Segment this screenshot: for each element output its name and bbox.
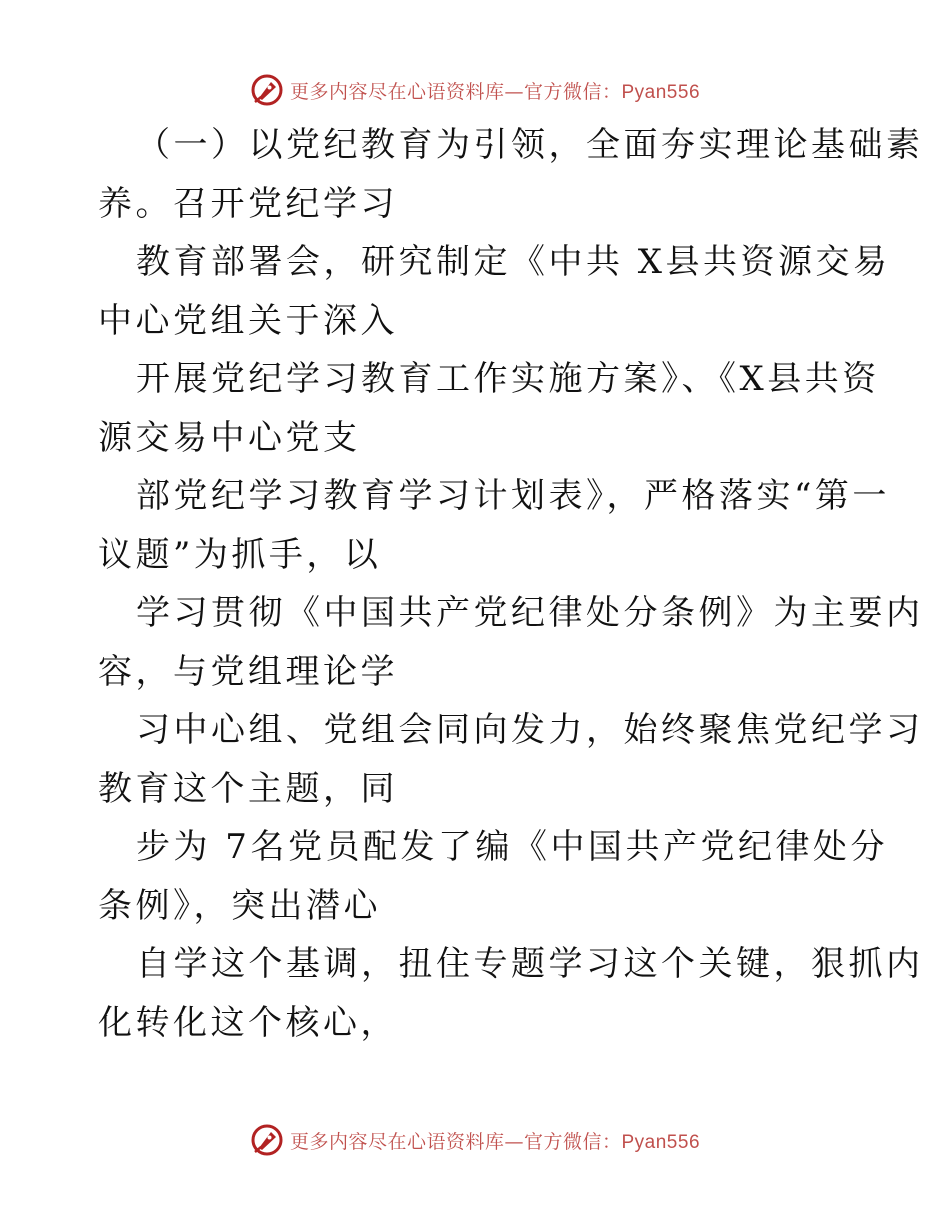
text-line: 容，与党组理论学 [98,651,398,692]
watermark-header [0,70,950,110]
text-line: 条例》，突出潜心 [98,885,381,926]
watermark-text: 更多内容尽在心语资料库—官方微信：Pyan556 [289,80,701,103]
text-line: 养。召开党纪学习 [98,183,398,224]
text-line: 学习贯彻《中国共产党纪律处分条例》为主要内 [136,593,924,633]
text-line: 自学这个基调，扭住专题学习这个关键，狠抓内 [136,944,924,984]
text-line: 部党纪学习教育学习计划表》，严格落实“第一 [136,476,890,516]
text-line: 习中心组、党组会同向发力，始终聚焦党纪学习 [136,710,924,750]
text-line: 源交易中心党支 [98,417,361,458]
wechat-id: Pyan556 [621,1131,701,1153]
watermark-footer [0,1120,950,1160]
pen-nib-circle-icon [250,1123,284,1157]
text-line: 教育部署会，研究制定《中共 X县共资源交易 [136,242,891,282]
text-line: 教育这个主题，同 [98,768,398,809]
document-body [98,116,924,1052]
text-line: 步为 7名党员配发了编《中国共产党纪律处分 [136,827,888,867]
wechat-id: Pyan556 [621,81,701,103]
text-line: 开展党纪学习教育工作实施方案》、《X县共资 [136,359,880,399]
watermark-text: 更多内容尽在心语资料库—官方微信：Pyan556 [289,1130,701,1153]
text-line: 中心党组关于深入 [98,300,398,341]
text-line: 议题”为抓手，以 [98,534,382,575]
text-line: （一）以党纪教育为引领，全面夯实理论基础素 [136,125,924,165]
text-line: 化转化这个核心， [98,1002,398,1043]
pen-nib-circle-icon [250,73,284,107]
